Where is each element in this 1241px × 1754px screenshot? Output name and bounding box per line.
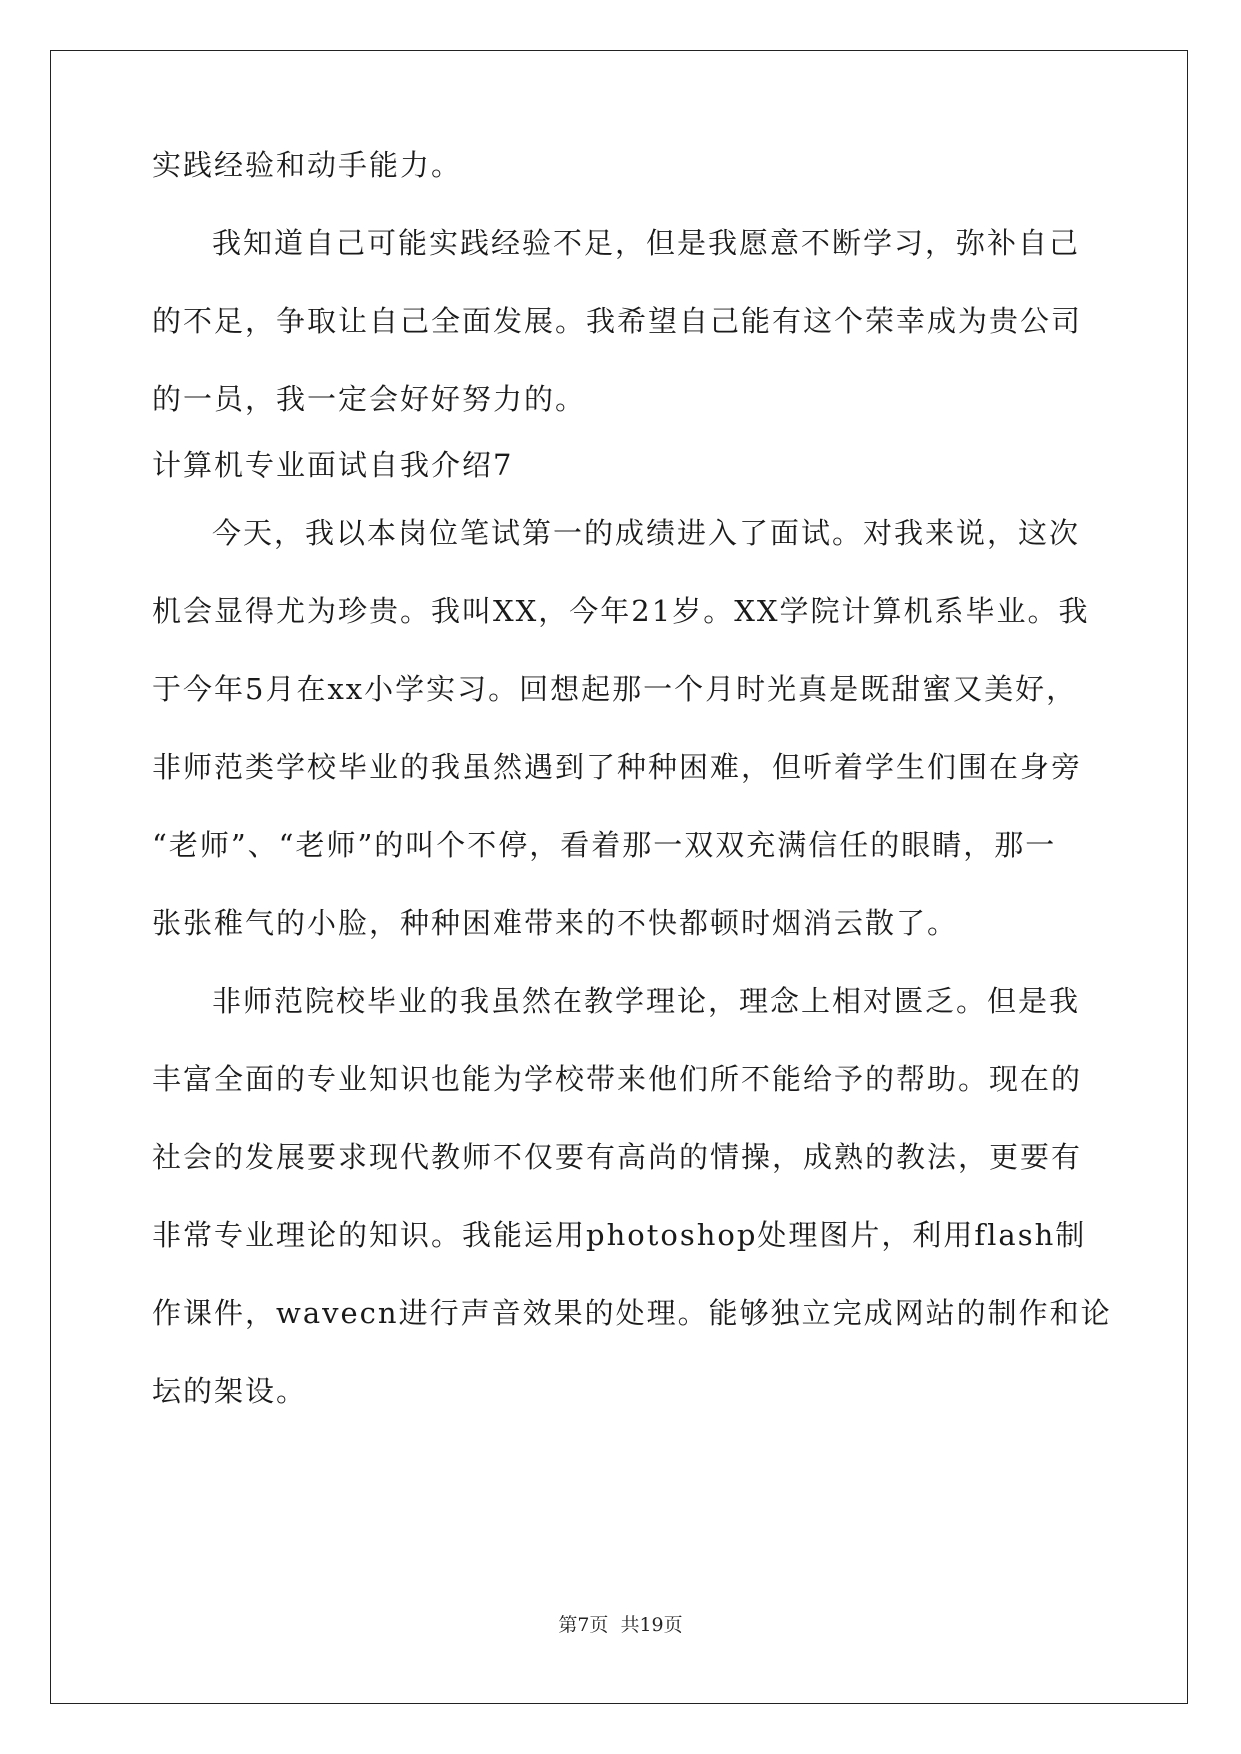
paragraph-line: 的不足，争取让自己全面发展。我希望自己能有这个荣幸成为贵公司 <box>152 304 1083 338</box>
paragraph-line: 张张稚气的小脸，种种困难带来的不快都顿时烟消云散了。 <box>152 906 959 940</box>
paragraph-line: 坛的架设。 <box>152 1374 308 1408</box>
paragraph-line: 非师范院校毕业的我虽然在教学理论，理念上相对匮乏。但是我 <box>212 984 1081 1018</box>
paragraph-line: 于今年5月在xx小学实习。回想起那一个月时光真是既甜蜜又美好， <box>152 672 1078 706</box>
paragraph-line: 我知道自己可能实践经验不足，但是我愿意不断学习，弥补自己 <box>212 226 1081 260</box>
paragraph-line: 今天，我以本岗位笔试第一的成绩进入了面试。对我来说，这次 <box>212 516 1081 550</box>
paragraph-line: 非常专业理论的知识。我能运用photoshop处理图片，利用flash制 <box>152 1218 1087 1252</box>
paragraph-line: 的一员，我一定会好好努力的。 <box>152 382 587 416</box>
paragraph-line: “老师”、“老师”的叫个不停，看着那一双双充满信任的眼睛，那一 <box>152 828 1057 862</box>
paragraph-line: 社会的发展要求现代教师不仅要有高尚的情操，成熟的教法，更要有 <box>152 1140 1083 1174</box>
page-total: 共19页 <box>620 1614 683 1636</box>
paragraph-line: 非师范类学校毕业的我虽然遇到了种种困难，但听着学生们围在身旁 <box>152 750 1083 784</box>
page-number: 第7页 <box>558 1614 609 1636</box>
paragraph-line: 实践经验和动手能力。 <box>152 148 463 182</box>
paragraph-line: 丰富全面的专业知识也能为学校带来他们所不能给予的帮助。现在的 <box>152 1062 1083 1096</box>
paragraph-line: 作课件，wavecn进行声音效果的处理。能够独立完成网站的制作和论 <box>152 1296 1112 1330</box>
paragraph-line: 机会显得尤为珍贵。我叫XX，今年21岁。XX学院计算机系毕业。我 <box>152 594 1090 628</box>
section-heading: 计算机专业面试自我介绍7 <box>152 448 514 482</box>
page-footer <box>0 1610 1241 1637</box>
